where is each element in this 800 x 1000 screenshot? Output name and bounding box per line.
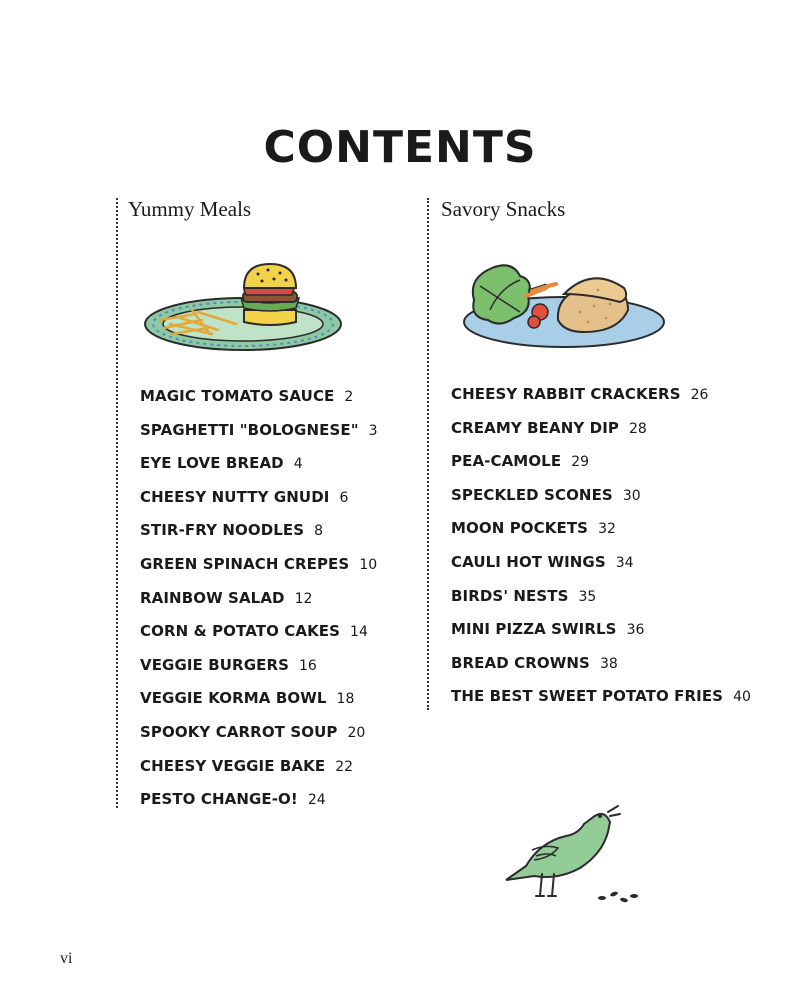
recipe-title: SPOOKY CARROT SOUP <box>140 722 338 741</box>
recipe-title: CHEESY RABBIT CRACKERS <box>451 385 681 403</box>
list-item[interactable] <box>451 378 751 412</box>
burger-and-fries-plate-icon <box>140 258 350 358</box>
page-ref: 2 <box>344 389 354 405</box>
list-item[interactable] <box>140 615 378 649</box>
recipe-title: SPAGHETTI "BOLOGNESE" <box>140 420 359 439</box>
page-ref: 14 <box>350 624 368 641</box>
recipe-title: VEGGIE KORMA BOWL <box>140 689 327 708</box>
page-ref: 10 <box>359 556 378 573</box>
page-ref: 32 <box>598 521 616 538</box>
list-item[interactable] <box>140 548 378 582</box>
list-item[interactable] <box>451 680 751 714</box>
recipe-title: BREAD CROWNS <box>451 653 590 672</box>
page-ref: 35 <box>578 588 597 605</box>
list-item[interactable] <box>451 512 751 546</box>
recipe-title: STIR-FRY NOODLES <box>140 521 305 540</box>
page-ref: 24 <box>307 792 326 809</box>
recipe-title: CHEESY NUTTY GNUDI <box>140 487 330 506</box>
left-column-divider <box>116 198 118 808</box>
list-item[interactable] <box>140 582 378 616</box>
list-item[interactable] <box>451 445 751 479</box>
recipe-title: CORN & POTATO CAKES <box>140 622 341 641</box>
recipe-title: RAINBOW SALAD <box>140 588 285 607</box>
page-ref: 29 <box>571 454 590 471</box>
recipe-title: MOON POCKETS <box>451 519 589 538</box>
page-ref: 20 <box>347 724 366 741</box>
section-heading-savory-snacks: Savory Snacks <box>441 197 566 221</box>
list-item[interactable] <box>451 647 751 681</box>
savory-snacks-list <box>451 378 751 714</box>
page-title: CONTENTS <box>263 122 537 173</box>
list-item[interactable] <box>140 447 378 481</box>
page-ref: 16 <box>299 657 317 674</box>
list-item[interactable] <box>140 649 378 683</box>
page-number: vi <box>60 950 73 967</box>
recipe-title: MINI PIZZA SWIRLS <box>451 620 617 639</box>
page-ref: 3 <box>368 422 378 439</box>
yummy-meals-list <box>140 380 378 817</box>
list-item[interactable] <box>140 414 378 448</box>
recipe-title: VEGGIE BURGERS <box>140 655 290 674</box>
list-item[interactable] <box>140 750 378 784</box>
recipe-title: EYE LOVE BREAD <box>140 454 284 473</box>
page-ref: 8 <box>314 523 324 540</box>
recipe-title: THE BEST SWEET POTATO FRIES <box>451 687 724 706</box>
snack-plate-icon <box>460 260 670 355</box>
page-ref: 26 <box>690 387 709 403</box>
recipe-title: PEA-CAMOLE <box>451 452 562 471</box>
section-heading-yummy-meals: Yummy Meals <box>128 197 252 221</box>
list-item[interactable] <box>140 716 378 750</box>
right-column-divider <box>427 198 429 710</box>
page-ref: 36 <box>626 622 645 639</box>
page-ref: 6 <box>339 489 349 506</box>
page-ref: 40 <box>733 689 751 706</box>
list-item[interactable] <box>451 412 751 446</box>
recipe-title: CAULI HOT WINGS <box>451 552 606 571</box>
page-ref: 18 <box>336 691 355 708</box>
list-item[interactable] <box>451 580 751 614</box>
recipe-title: CREAMY BEANY DIP <box>451 418 619 437</box>
page-ref: 12 <box>294 590 313 607</box>
page-ref: 38 <box>599 655 618 672</box>
recipe-title: MAGIC TOMATO SAUCE <box>140 387 335 405</box>
list-item[interactable] <box>451 613 751 647</box>
recipe-title: BIRDS' NESTS <box>451 586 569 605</box>
list-item[interactable] <box>140 682 378 716</box>
list-item[interactable] <box>451 479 751 513</box>
page-ref: 34 <box>615 554 634 571</box>
list-item[interactable] <box>140 481 378 515</box>
list-item[interactable] <box>140 514 378 548</box>
page-ref: 4 <box>293 456 303 473</box>
page-ref: 22 <box>335 758 354 775</box>
list-item[interactable] <box>451 546 751 580</box>
recipe-title: SPECKLED SCONES <box>451 485 613 504</box>
page-ref: 28 <box>628 420 647 437</box>
list-item[interactable] <box>140 380 378 414</box>
list-item[interactable] <box>140 783 378 817</box>
recipe-title: PESTO CHANGE-O! <box>140 790 298 809</box>
recipe-title: GREEN SPINACH CREPES <box>140 554 350 573</box>
page-ref: 30 <box>622 487 641 504</box>
recipe-title: CHEESY VEGGIE BAKE <box>140 756 326 775</box>
bird-eating-seeds-icon <box>492 800 642 910</box>
